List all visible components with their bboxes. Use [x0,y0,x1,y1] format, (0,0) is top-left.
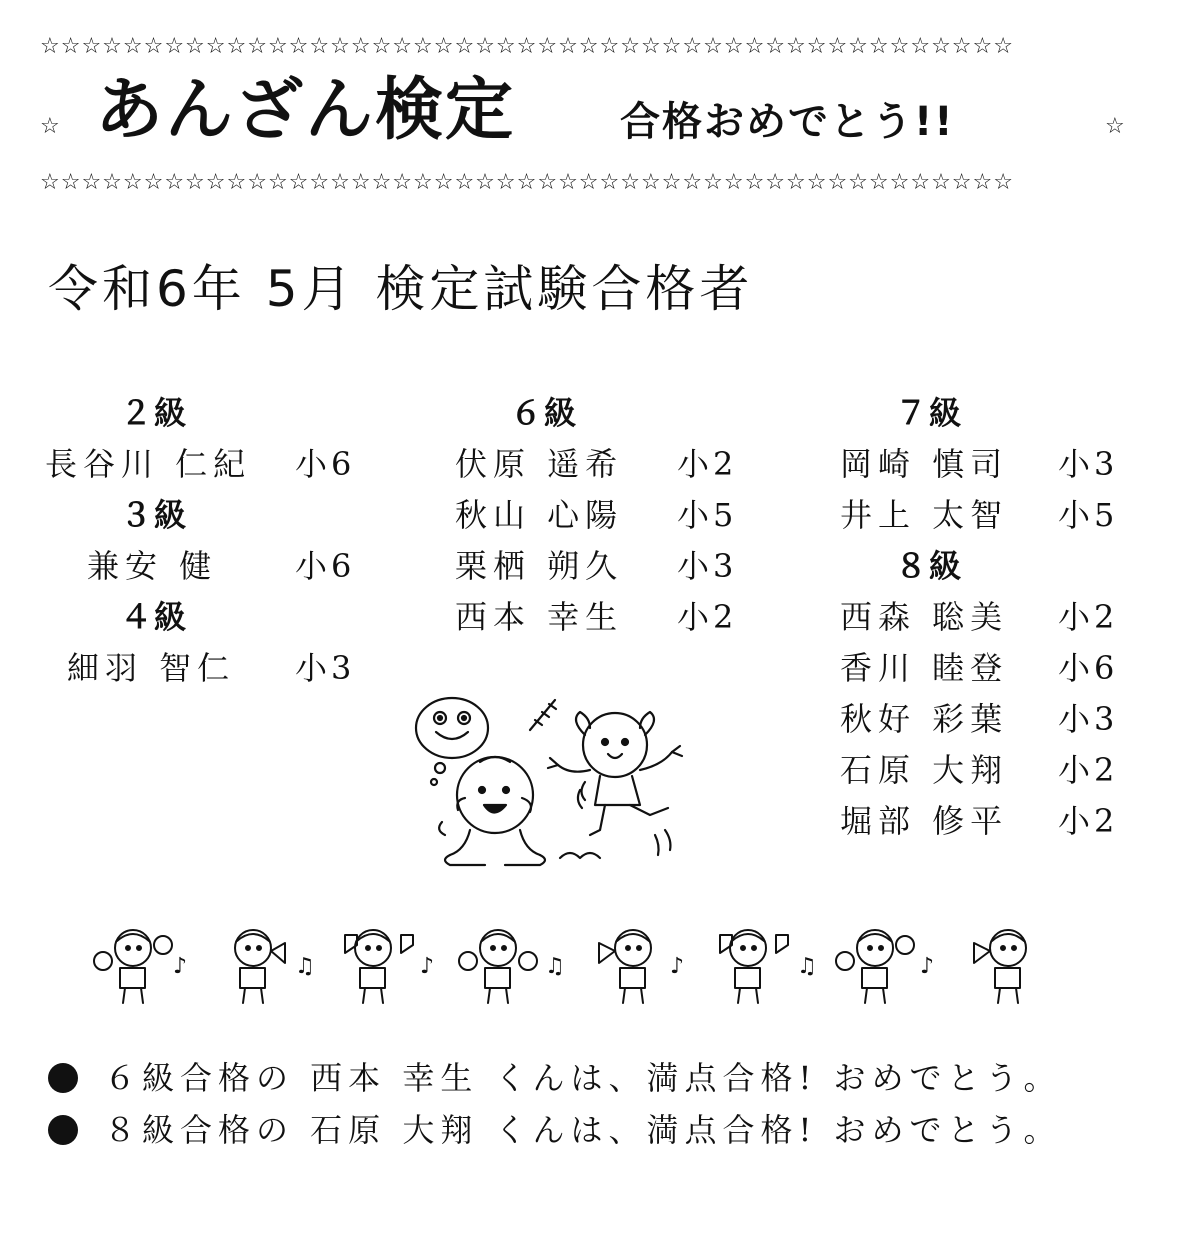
star-border-top: ☆☆☆☆☆☆☆☆☆☆☆☆☆☆☆☆☆☆☆☆☆☆☆☆☆☆☆☆☆☆☆☆☆☆☆☆☆☆☆☆☆☆☆☆☆☆☆ [40,34,1014,59]
person-name: 石原 大翔 [840,751,1009,789]
school-grade: 小2 [677,598,738,636]
music-note-icon: ♫ [797,954,817,979]
school-grade: 小2 [677,445,738,483]
person-row [455,592,755,643]
level-heading: ３級 [120,496,189,534]
school-grade: 小6 [1058,649,1119,687]
motion-line [655,830,670,855]
page-title: あんざん検定 [95,71,516,150]
level-heading: ４級 [120,598,189,636]
person-row [45,643,375,694]
person-row [840,439,1140,490]
person-name: 岡崎 慎司 [840,445,1009,483]
thought-bubble-icon [416,698,488,785]
cheer-kid-icon [974,930,1026,1003]
level-heading: ６級 [510,394,579,432]
page-subtitle: 合格おめでとう!! [620,99,955,145]
school-grade: 小2 [1058,751,1119,789]
cheer-kid-icon [836,930,914,1003]
person-row [840,694,1140,745]
results-column-1 [45,388,375,694]
school-grade: 小2 [1058,598,1119,636]
person-name: 長谷川 仁紀 [45,445,252,483]
note-item [48,1104,1062,1156]
person-row [840,796,1140,847]
results-column-2 [455,388,755,643]
music-note-icon: ♫ [545,954,565,979]
star-border-bottom: ☆☆☆☆☆☆☆☆☆☆☆☆☆☆☆☆☆☆☆☆☆☆☆☆☆☆☆☆☆☆☆☆☆☆☆☆☆☆☆☆☆☆☆☆☆☆☆ [40,170,1014,195]
person-name: 秋山 心陽 [455,496,624,534]
level-heading: ８級 [895,547,964,585]
person-name: 井上 太智 [840,496,1009,534]
motion-line [560,853,600,858]
person-row [840,592,1140,643]
music-note-icon: ♪ [173,954,188,979]
cheering-kids-border [85,918,1060,1008]
person-row [45,541,375,592]
school-grade: 小6 [295,547,356,585]
person-row [455,490,755,541]
music-note-icon: ♪ [670,954,685,979]
motion-line [578,782,585,808]
note-text: ６級合格の 西本 幸生 くんは、満点合格! おめでとう。 [104,1059,1062,1097]
star-icon-right: ☆ [1105,114,1125,139]
star-icon-left: ☆ [40,114,60,139]
cheer-kid-icon [599,930,651,1003]
music-note-icon: ♪ [420,954,435,979]
girl-icon [548,712,682,835]
note-item [48,1052,1062,1104]
school-grade: 小3 [1058,700,1119,738]
person-row [840,745,1140,796]
person-row [455,541,755,592]
cheer-kid-icon [459,930,537,1003]
music-note-icon: ♪ [920,954,935,979]
person-row [840,643,1140,694]
cheer-kid-icon [94,930,172,1003]
school-grade: 小6 [295,445,356,483]
person-name: 秋好 彩葉 [840,700,1009,738]
music-note-icon: ♫ [295,954,315,979]
person-name: 香川 睦登 [840,649,1009,687]
person-name: 西森 聡美 [840,598,1009,636]
person-name: 兼安 健 [87,547,218,585]
section-heading: 令和6年 5月 検定試験合格者 [48,260,754,318]
school-grade: 小2 [1058,802,1119,840]
boy-icon [439,757,545,865]
school-grade: 小5 [677,496,738,534]
person-name: 栗栖 朔久 [455,547,624,585]
school-grade: 小5 [1058,496,1119,534]
note-text: ８級合格の 石原 大翔 くんは、満点合格! おめでとう。 [104,1111,1062,1149]
cheer-kid-icon [235,930,285,1003]
level-heading: ７級 [895,394,964,432]
motion-ticks [535,704,556,725]
school-grade: 小3 [295,649,356,687]
person-name: 細羽 智仁 [67,649,236,687]
kids-illustration [410,690,710,875]
person-name: 伏原 遥希 [455,445,624,483]
level-heading: ２級 [120,394,189,432]
school-grade: 小3 [677,547,738,585]
bullet-icon [48,1115,78,1145]
cheer-kid-icon [720,930,788,1003]
results-column-3 [840,388,1140,847]
person-name: 西本 幸生 [455,598,624,636]
person-name: 堀部 修平 [840,802,1009,840]
cheer-kid-icon [345,930,413,1003]
notes-list [48,1052,1062,1156]
school-grade: 小3 [1058,445,1119,483]
person-row [455,439,755,490]
bullet-icon [48,1063,78,1093]
person-row [45,439,375,490]
person-row [840,490,1140,541]
